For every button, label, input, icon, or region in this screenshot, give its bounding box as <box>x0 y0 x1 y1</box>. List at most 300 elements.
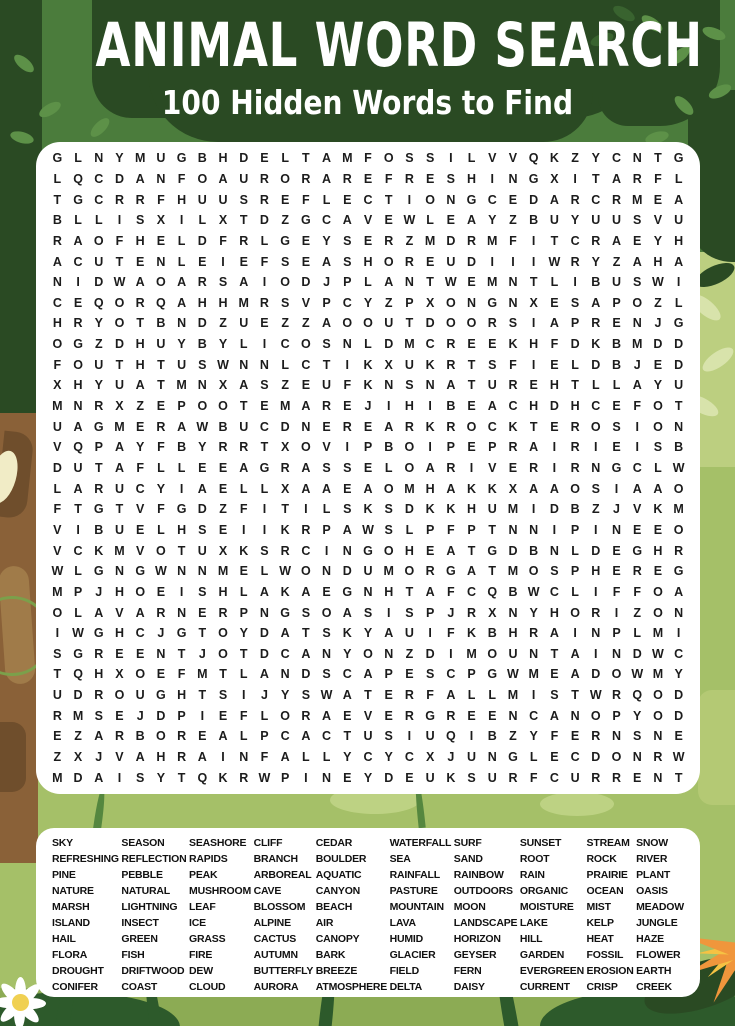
grid-letter: H <box>135 337 145 352</box>
word-item: FLOWER <box>636 949 681 961</box>
grid-letter: R <box>446 708 456 723</box>
grid-letter: F <box>53 502 62 517</box>
word-item: SEA <box>389 853 411 865</box>
grid-letter: O <box>301 337 311 352</box>
grid-letter: E <box>446 213 455 228</box>
grid-letter: R <box>342 171 352 186</box>
grid-letter: A <box>570 646 580 661</box>
grid-letter: C <box>73 543 83 558</box>
word-item: WATERFALL <box>389 837 452 849</box>
grid-letter: I <box>531 688 536 703</box>
grid-letter: G <box>487 295 498 310</box>
grid-letter: F <box>136 460 144 475</box>
grid-letter: A <box>384 275 394 290</box>
grid-letter: N <box>156 646 166 661</box>
grid-letter: S <box>218 275 228 290</box>
grid-letter: A <box>239 378 249 393</box>
grid-letter: R <box>632 171 642 186</box>
grid-letter: J <box>447 605 455 620</box>
grid-letter: U <box>363 564 373 579</box>
grid-letter: I <box>179 213 184 228</box>
word-item: BOULDER <box>315 853 367 865</box>
grid-letter: I <box>594 584 598 599</box>
grid-letter: W <box>589 688 602 703</box>
grid-letter: E <box>198 254 207 269</box>
grid-letter: I <box>221 254 225 269</box>
word-list-column <box>316 835 387 995</box>
grid-letter: R <box>404 254 414 269</box>
word-item: CACTUS <box>253 933 297 945</box>
grid-letter: H <box>114 584 124 599</box>
grid-letter: I <box>573 171 577 186</box>
grid-letter: R <box>611 192 622 207</box>
grid-letter: X <box>53 378 62 393</box>
grid-letter: U <box>114 481 124 496</box>
grid-letter: R <box>425 564 435 579</box>
grid-letter: D <box>570 337 580 352</box>
grid-letter: P <box>322 295 331 310</box>
grid-letter: P <box>343 275 352 290</box>
word-item: DAISY <box>453 981 485 993</box>
grid-letter: R <box>570 419 580 434</box>
word-item: LEAF <box>189 901 216 913</box>
grid-letter: Z <box>94 337 103 352</box>
grid-letter: E <box>156 399 166 414</box>
grid-letter: E <box>218 481 228 496</box>
grid-letter: J <box>654 316 662 331</box>
grid-letter: R <box>591 316 601 331</box>
grid-letter: K <box>446 770 456 785</box>
grid-letter: A <box>322 481 332 496</box>
grid-letter: O <box>487 646 498 661</box>
grid-letter: C <box>487 192 497 207</box>
grid-letter: S <box>322 626 331 641</box>
grid-letter: U <box>487 378 497 393</box>
grid-letter: X <box>425 750 435 765</box>
grid-letter: Z <box>405 646 414 661</box>
grid-letter: M <box>632 192 643 207</box>
grid-letter: N <box>384 378 394 393</box>
grid-letter: L <box>260 708 269 723</box>
grid-letter: L <box>571 357 579 372</box>
grid-letter: E <box>198 605 207 620</box>
grid-letter: Y <box>94 378 103 393</box>
grid-letter: A <box>280 750 290 765</box>
grid-letter: D <box>342 564 352 579</box>
grid-letter: I <box>531 254 536 269</box>
grid-letter: D <box>529 192 539 207</box>
word-item: ROOT <box>519 853 550 865</box>
grid-letter: E <box>260 151 269 166</box>
grid-letter: A <box>259 667 269 682</box>
grid-letter: R <box>467 233 477 248</box>
word-item: SEASHORE <box>189 837 247 849</box>
grid-letter: H <box>197 295 207 310</box>
grid-letter: F <box>157 440 165 455</box>
grid-letter: G <box>673 564 684 579</box>
grid-letter: P <box>322 522 331 537</box>
grid-letter: L <box>239 729 248 744</box>
grid-letter: H <box>135 233 145 248</box>
grid-letter: H <box>177 688 187 703</box>
grid-letter: T <box>177 646 186 661</box>
grid-letter: P <box>363 440 373 455</box>
grid-letter: P <box>446 440 455 455</box>
grid-letter: K <box>591 337 601 352</box>
grid-letter: H <box>508 626 518 641</box>
grid-letter: A <box>322 171 332 186</box>
grid-letter: D <box>239 151 249 166</box>
grid-letter: I <box>573 626 577 641</box>
grid-letter: E <box>156 584 166 599</box>
grid-letter: L <box>384 460 393 475</box>
grid-letter: T <box>239 213 248 228</box>
grid-letter: R <box>135 295 145 310</box>
grid-letter: E <box>653 192 663 207</box>
grid-letter: S <box>322 460 331 475</box>
grid-letter: K <box>363 502 373 517</box>
word-item: COAST <box>121 981 158 993</box>
grid-letter: F <box>177 667 186 682</box>
grid-letter: T <box>177 543 186 558</box>
grid-letter: T <box>302 151 310 166</box>
grid-letter: H <box>467 502 477 517</box>
grid-letter: R <box>591 770 601 785</box>
grid-letter: H <box>425 481 435 496</box>
grid-letter: X <box>529 295 538 310</box>
word-item: HAIL <box>52 933 76 945</box>
grid-letter: O <box>342 316 353 331</box>
grid-letter: K <box>549 151 559 166</box>
grid-letter: M <box>52 399 63 414</box>
grid-letter: R <box>280 543 290 558</box>
word-item: MUSHROOM <box>189 885 252 897</box>
grid-letter: O <box>218 626 228 641</box>
word-item: OUTDOORS <box>453 885 513 897</box>
grid-letter: L <box>74 564 82 579</box>
grid-letter: U <box>197 543 207 558</box>
grid-letter: H <box>94 667 104 682</box>
grid-letter: E <box>405 770 414 785</box>
grid-letter: C <box>52 295 62 310</box>
grid-letter: T <box>384 192 393 207</box>
grid-letter: E <box>425 171 435 186</box>
grid-letter: Y <box>674 667 683 682</box>
grid-letter: F <box>447 522 455 537</box>
grid-letter: S <box>653 440 663 455</box>
grid-letter: V <box>633 502 642 517</box>
light-leaf-icon <box>540 792 614 816</box>
word-list-column <box>587 835 634 995</box>
grid-letter: E <box>53 729 62 744</box>
grid-letter: T <box>571 688 579 703</box>
grid-letter: L <box>74 605 82 620</box>
grid-letter: A <box>94 770 104 785</box>
grid-letter: B <box>611 337 622 352</box>
grid-letter: A <box>94 729 104 744</box>
grid-letter: I <box>614 605 619 620</box>
grid-letter: R <box>508 770 518 785</box>
grid-letter: T <box>405 584 414 599</box>
grid-letter: R <box>404 171 414 186</box>
grid-letter: E <box>343 192 352 207</box>
grid-letter: I <box>573 275 577 290</box>
grid-letter: T <box>571 378 579 393</box>
grid-letter: I <box>407 729 412 744</box>
grid-letter: D <box>425 316 435 331</box>
grid-letter: G <box>425 708 435 723</box>
grid-letter: N <box>591 460 601 475</box>
word-item: FISH <box>121 949 145 961</box>
grid-letter: T <box>115 357 124 372</box>
grid-letter: U <box>549 213 559 228</box>
grid-letter: H <box>177 192 187 207</box>
grid-letter: E <box>467 275 476 290</box>
grid-letter: G <box>73 337 83 352</box>
word-item: OCEAN <box>586 885 624 897</box>
word-item: PRAIRIE <box>586 869 628 881</box>
grid-letter: L <box>198 213 207 228</box>
grid-letter: L <box>281 151 289 166</box>
grid-letter: H <box>467 171 477 186</box>
grid-letter: U <box>674 213 684 228</box>
grid-letter: Y <box>136 440 145 455</box>
word-grid <box>47 148 689 788</box>
grid-letter: S <box>136 213 145 228</box>
grid-letter: G <box>673 151 684 166</box>
grid-letter: S <box>488 357 497 372</box>
grid-letter: O <box>52 337 63 352</box>
grid-letter: R <box>301 522 311 537</box>
grid-letter: X <box>115 399 124 414</box>
word-list-column <box>454 835 518 995</box>
grid-letter: A <box>611 171 622 186</box>
grid-letter: D <box>301 275 311 290</box>
word-item: NATURAL <box>121 885 170 897</box>
grid-letter: X <box>218 543 228 558</box>
grid-letter: C <box>280 646 290 661</box>
grid-letter: L <box>674 171 683 186</box>
grid-letter: U <box>611 213 622 228</box>
grid-letter: N <box>280 667 290 682</box>
pale-leaf-band-low <box>698 690 735 805</box>
grid-letter: W <box>320 688 333 703</box>
word-item: INSECT <box>121 917 159 929</box>
grid-letter: G <box>508 750 518 765</box>
grid-letter: C <box>425 337 435 352</box>
grid-letter: R <box>135 192 145 207</box>
grid-letter: I <box>262 337 267 352</box>
grid-letter: N <box>342 337 352 352</box>
grid-letter: H <box>570 399 580 414</box>
grid-letter: T <box>488 564 497 579</box>
grid-letter: A <box>611 233 622 248</box>
grid-letter: R <box>529 460 539 475</box>
grid-letter: E <box>322 419 331 434</box>
grid-letter: N <box>508 275 518 290</box>
grid-letter: D <box>197 316 207 331</box>
grid-letter: Y <box>363 770 373 785</box>
word-item: CLOUD <box>189 981 226 993</box>
grid-letter: E <box>612 564 621 579</box>
grid-letter: C <box>301 543 311 558</box>
flower-center-icon <box>12 994 29 1011</box>
grid-letter: B <box>52 213 62 228</box>
grid-letter: D <box>259 213 269 228</box>
grid-letter: A <box>322 151 332 166</box>
grid-letter: I <box>262 502 267 517</box>
grid-letter: E <box>653 522 663 537</box>
grid-letter: S <box>322 667 331 682</box>
grid-letter: E <box>550 295 559 310</box>
word-item: CLIFF <box>253 837 283 849</box>
grid-letter: Z <box>281 213 289 228</box>
word-item: FIRE <box>189 949 213 961</box>
grid-letter: U <box>425 729 435 744</box>
grid-letter: T <box>591 171 600 186</box>
grid-letter: U <box>508 646 518 661</box>
grid-letter: M <box>176 378 187 393</box>
grid-letter: E <box>529 378 538 393</box>
grid-letter: U <box>239 171 249 186</box>
grid-letter: E <box>488 337 497 352</box>
grid-letter: I <box>449 646 453 661</box>
grid-letter: Q <box>445 729 456 744</box>
grid-letter: Y <box>322 233 331 248</box>
grid-letter: E <box>136 646 145 661</box>
grid-letter: Q <box>487 584 498 599</box>
word-item: MOUNTAIN <box>389 901 444 913</box>
grid-letter: E <box>73 295 83 310</box>
grid-letter: R <box>94 646 104 661</box>
grid-letter: E <box>156 233 166 248</box>
grid-letter: R <box>156 419 166 434</box>
grid-letter: S <box>633 213 642 228</box>
grid-letter: T <box>529 419 538 434</box>
grid-letter: G <box>363 543 373 558</box>
grid-letter: I <box>635 419 639 434</box>
grid-letter: C <box>322 213 332 228</box>
grid-letter: E <box>363 419 373 434</box>
grid-letter: D <box>508 543 518 558</box>
grid-letter: O <box>590 419 601 434</box>
grid-letter: F <box>447 584 455 599</box>
grid-letter: W <box>258 770 271 785</box>
grid-letter: A <box>529 481 539 496</box>
grid-letter: O <box>404 460 415 475</box>
grid-letter: O <box>197 171 208 186</box>
grid-letter: T <box>405 316 414 331</box>
grid-letter: R <box>114 729 124 744</box>
grid-letter: T <box>198 626 207 641</box>
grid-letter: N <box>322 564 332 579</box>
grid-letter: M <box>52 584 63 599</box>
word-item: ATMOSPHERE <box>315 981 388 993</box>
grid-letter: R <box>570 192 580 207</box>
grid-letter: O <box>73 357 83 372</box>
grid-letter: E <box>301 378 311 393</box>
grid-letter: L <box>488 688 497 703</box>
grid-letter: L <box>322 192 331 207</box>
grid-letter: I <box>55 626 60 641</box>
grid-letter: L <box>239 481 248 496</box>
grid-letter: E <box>550 667 559 682</box>
grid-letter: L <box>571 543 579 558</box>
grid-letter: I <box>531 233 536 248</box>
grid-letter: A <box>384 626 394 641</box>
grid-letter: F <box>260 254 269 269</box>
word-item: MEADOW <box>636 901 684 913</box>
grid-letter: E <box>633 522 642 537</box>
grid-letter: C <box>280 337 290 352</box>
grid-letter: E <box>550 419 559 434</box>
grid-letter: M <box>652 626 664 641</box>
grid-letter: O <box>611 750 622 765</box>
word-item: EROSION <box>586 965 634 977</box>
grid-letter: W <box>527 584 540 599</box>
grid-letter: U <box>114 522 124 537</box>
word-item: CRISP <box>586 981 618 993</box>
grid-letter: J <box>95 750 103 765</box>
grid-letter: D <box>94 275 104 290</box>
grid-letter: E <box>363 233 373 248</box>
grid-letter: F <box>343 378 352 393</box>
grid-letter: E <box>301 233 311 248</box>
grid-letter: F <box>654 171 662 186</box>
grid-letter: K <box>239 543 249 558</box>
grid-letter: R <box>239 233 249 248</box>
grid-letter: K <box>425 419 435 434</box>
grid-letter: E <box>550 750 559 765</box>
grid-letter: R <box>404 708 414 723</box>
grid-letter: U <box>156 337 166 352</box>
grid-letter: P <box>280 770 290 785</box>
grid-letter: T <box>157 378 165 393</box>
grid-letter: E <box>612 440 621 455</box>
word-item: CURRENT <box>519 981 570 993</box>
grid-letter: V <box>53 543 62 558</box>
grid-letter: N <box>591 626 601 641</box>
grid-letter: U <box>404 357 414 372</box>
grid-letter: S <box>260 378 269 393</box>
grid-letter: Y <box>198 440 207 455</box>
grid-letter: E <box>467 708 476 723</box>
grid-letter: Q <box>197 770 208 785</box>
grid-letter: A <box>239 275 249 290</box>
grid-letter: O <box>404 564 415 579</box>
grid-letter: S <box>301 605 311 620</box>
grid-letter: K <box>653 502 663 517</box>
grid-letter: E <box>260 399 269 414</box>
grid-letter: U <box>487 502 497 517</box>
grid-letter: Y <box>488 213 497 228</box>
grid-letter: L <box>322 750 331 765</box>
grid-letter: R <box>156 605 166 620</box>
grid-letter: T <box>239 399 248 414</box>
grid-letter: R <box>404 419 414 434</box>
word-item: HAZE <box>636 933 664 945</box>
grid-letter: B <box>487 729 497 744</box>
grid-letter: I <box>490 171 494 186</box>
grid-letter: T <box>467 357 476 372</box>
grid-letter: W <box>631 667 644 682</box>
grid-letter: A <box>135 750 145 765</box>
grid-letter: S <box>508 316 518 331</box>
word-item: CONIFER <box>52 981 98 993</box>
grid-letter: B <box>94 522 104 537</box>
grid-letter: K <box>342 626 352 641</box>
grid-letter: A <box>653 481 663 496</box>
